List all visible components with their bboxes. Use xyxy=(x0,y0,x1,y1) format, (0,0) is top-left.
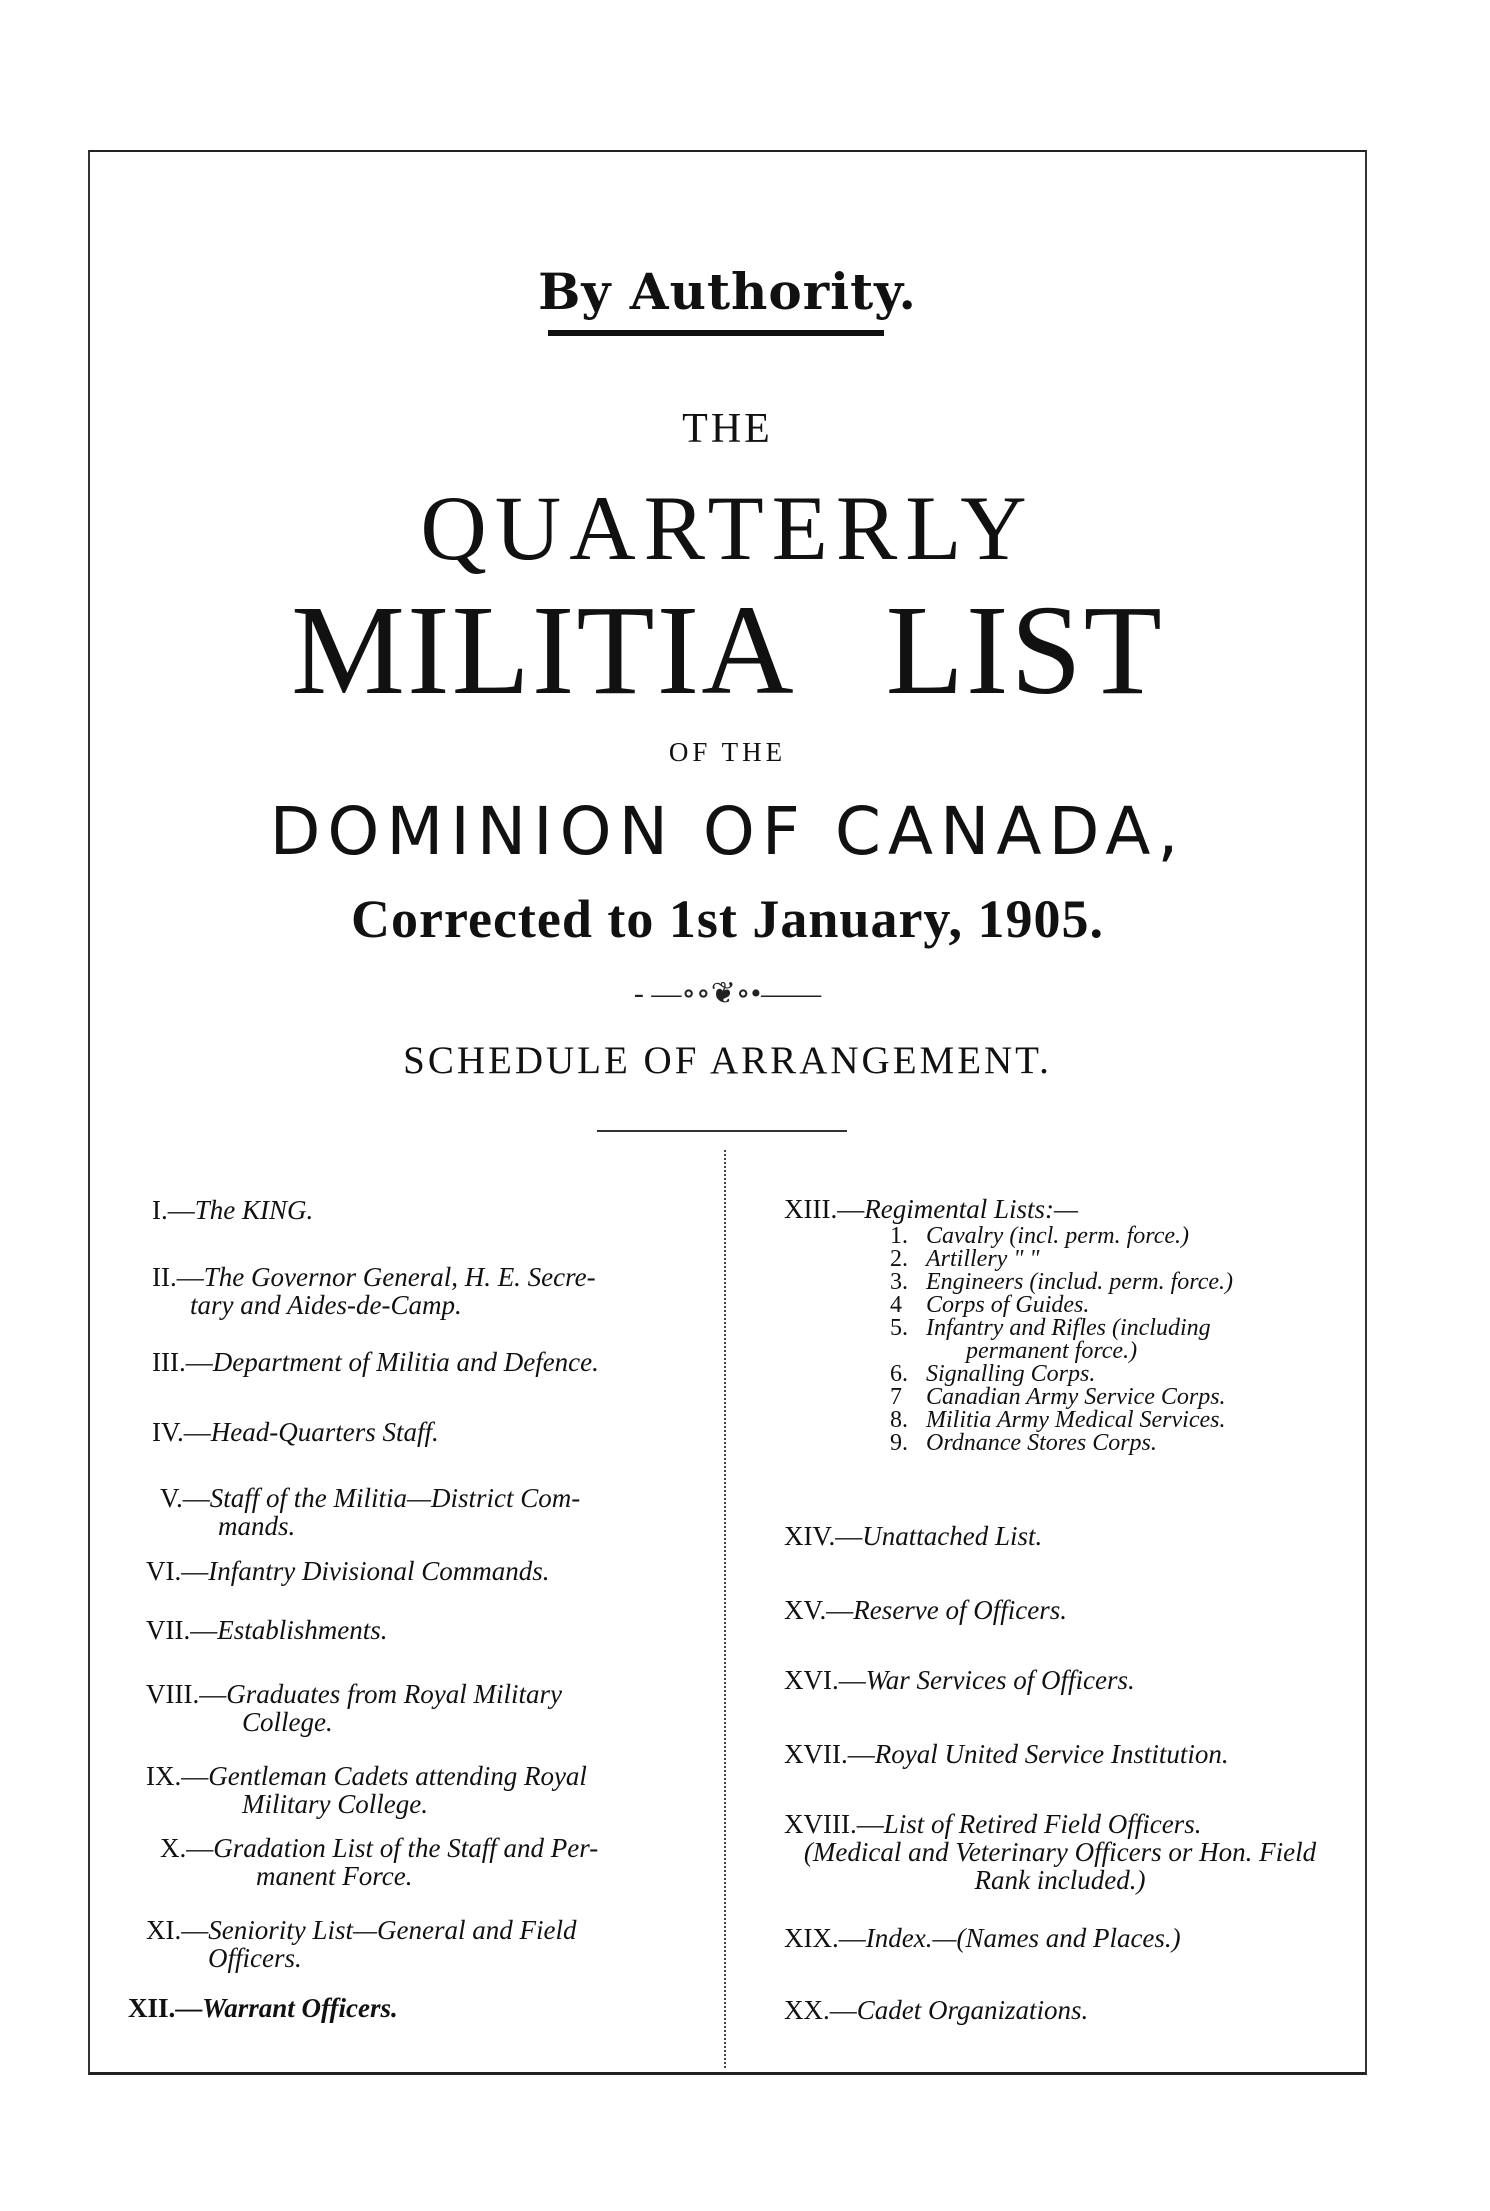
list-item: XIII.—Regimental Lists:— xyxy=(784,1194,1078,1224)
list-item: XIV.—Unattached List. xyxy=(784,1521,1043,1551)
title-militia-list xyxy=(88,579,1367,721)
list-item: IX.—Gentleman Cadets attending Royal Military College. xyxy=(146,1761,587,1819)
corrected-date: Corrected to 1st January, 1905. xyxy=(351,889,1104,949)
title-list: LIST xyxy=(885,579,1164,721)
title-quarterly: QUARTERLY xyxy=(420,477,1035,579)
list-item: III.—Department of Militia and Defence. xyxy=(152,1347,599,1377)
list-item: XIX.—Index.—(Names and Places.) xyxy=(784,1923,1181,1953)
title-dominion-of-canada: DOMINION OF CANADA, xyxy=(269,793,1186,870)
list-item: V.—Staff of the Militia—District Com- mands. xyxy=(160,1483,581,1541)
list-item: XVI.—War Services of Officers. xyxy=(784,1665,1135,1695)
by-authority-heading: By Authority. xyxy=(538,262,917,321)
sub-list-item: 9. Ordnance Stores Corps. xyxy=(890,1430,1157,1456)
sub-list-item: 6. Signalling Corps. xyxy=(890,1361,1096,1387)
sub-list-item: 1. Cavalry (incl. perm. force.) xyxy=(890,1223,1190,1249)
list-item: VI.—Infantry Divisional Commands. xyxy=(146,1556,550,1586)
title-of-the: OF THE xyxy=(668,737,787,767)
column-divider xyxy=(724,1150,726,2068)
title-the: THE xyxy=(682,406,773,452)
schedule-rule xyxy=(597,1130,847,1132)
sub-list-item: 5. Infantry and Rifles (including permanent force.) xyxy=(890,1315,1211,1364)
sub-list-item: 4 Corps of Guides. xyxy=(890,1292,1090,1318)
list-item: II.—The Governor General, H. E. Secre- tary and Aides-de-Camp. xyxy=(152,1262,596,1320)
list-item: XV.—Reserve of Officers. xyxy=(784,1595,1067,1625)
list-item: XVIII.—List of Retired Field Officers. (Medical and Veterinary Officers or Hon. Field Rank included.) xyxy=(784,1809,1317,1895)
list-item: XII.—Warrant Officers. xyxy=(128,1993,398,2023)
list-item: XVII.—Royal United Service Institution. xyxy=(784,1739,1229,1769)
schedule-heading: SCHEDULE OF ARRANGEMENT. xyxy=(403,1039,1052,1082)
list-item: VIII.—Graduates from Royal Military College. xyxy=(146,1679,562,1737)
sub-list-item: 8. Militia Army Medical Services. xyxy=(890,1407,1226,1433)
list-item: X.—Gradation List of the Staff and Per- manent Force. xyxy=(160,1833,599,1891)
title-militia: MILITIA xyxy=(291,579,796,721)
sub-list-item: 7 Canadian Army Service Corps. xyxy=(890,1384,1226,1410)
list-item: I.—The KING. xyxy=(152,1195,314,1225)
list-item: XX.—Cadet Organizations. xyxy=(784,1995,1089,2025)
ornament-divider: - —∘∘❦∘•—— xyxy=(633,977,822,1010)
authority-underline xyxy=(548,330,884,336)
list-item: VII.—Establishments. xyxy=(146,1615,388,1645)
sub-list-item: 2. Artillery " " xyxy=(890,1246,1040,1272)
sub-list-item: 3. Engineers (includ. perm. force.) xyxy=(890,1269,1234,1295)
list-item: XI.—Seniority List—General and Field Officers. xyxy=(146,1915,577,1973)
list-item: IV.—Head-Quarters Staff. xyxy=(152,1417,439,1447)
